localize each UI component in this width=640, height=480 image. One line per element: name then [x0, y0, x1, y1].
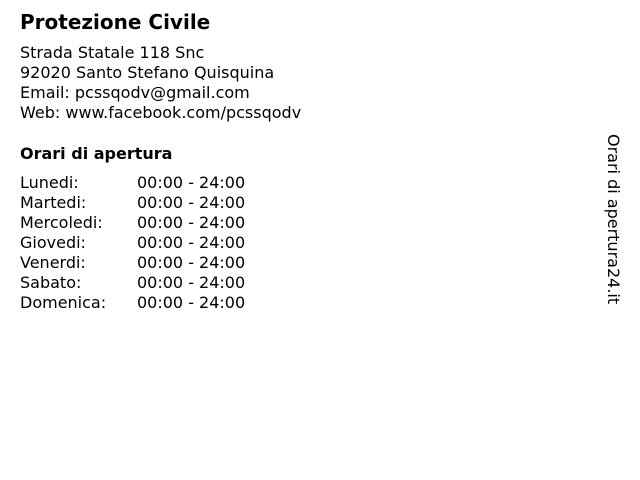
- city-address: 92020 Santo Stefano Quisquina: [20, 63, 275, 82]
- day-label: Domenica:: [20, 293, 107, 312]
- hours-row-monday: [20, 173, 320, 193]
- address-block: [20, 43, 301, 123]
- business-title: Protezione Civile: [20, 10, 211, 34]
- time-range: 00:00 - 24:00: [137, 273, 246, 292]
- hours-row-wednesday: [20, 213, 320, 233]
- time-range: 00:00 - 24:00: [137, 173, 246, 192]
- day-label: Mercoledi:: [20, 213, 103, 232]
- day-label: Lunedi:: [20, 173, 79, 192]
- day-label: Giovedi:: [20, 233, 86, 252]
- website-text: Web: www.facebook.com/pcssqodv: [20, 103, 302, 122]
- hours-row-thursday: [20, 233, 320, 253]
- time-range: 00:00 - 24:00: [137, 233, 246, 252]
- opening-hours-title: Orari di apertura: [20, 144, 173, 163]
- time-range: 00:00 - 24:00: [137, 193, 246, 212]
- time-range: 00:00 - 24:00: [137, 293, 246, 312]
- day-label: Martedi:: [20, 193, 87, 212]
- time-range: 00:00 - 24:00: [137, 253, 246, 272]
- hours-row-friday: [20, 253, 320, 273]
- street-address: Strada Statale 118 Snc: [20, 43, 205, 62]
- hours-row-saturday: [20, 273, 320, 293]
- hours-row-sunday: [20, 293, 320, 313]
- day-label: Venerdi:: [20, 253, 86, 272]
- time-range: 00:00 - 24:00: [137, 213, 246, 232]
- day-label: Sabato:: [20, 273, 82, 292]
- opening-hours-list: [20, 173, 320, 313]
- site-watermark: Orari di apertura24.it: [604, 134, 623, 305]
- email-text: Email: pcssqodv@gmail.com: [20, 83, 250, 102]
- hours-row-tuesday: [20, 193, 320, 213]
